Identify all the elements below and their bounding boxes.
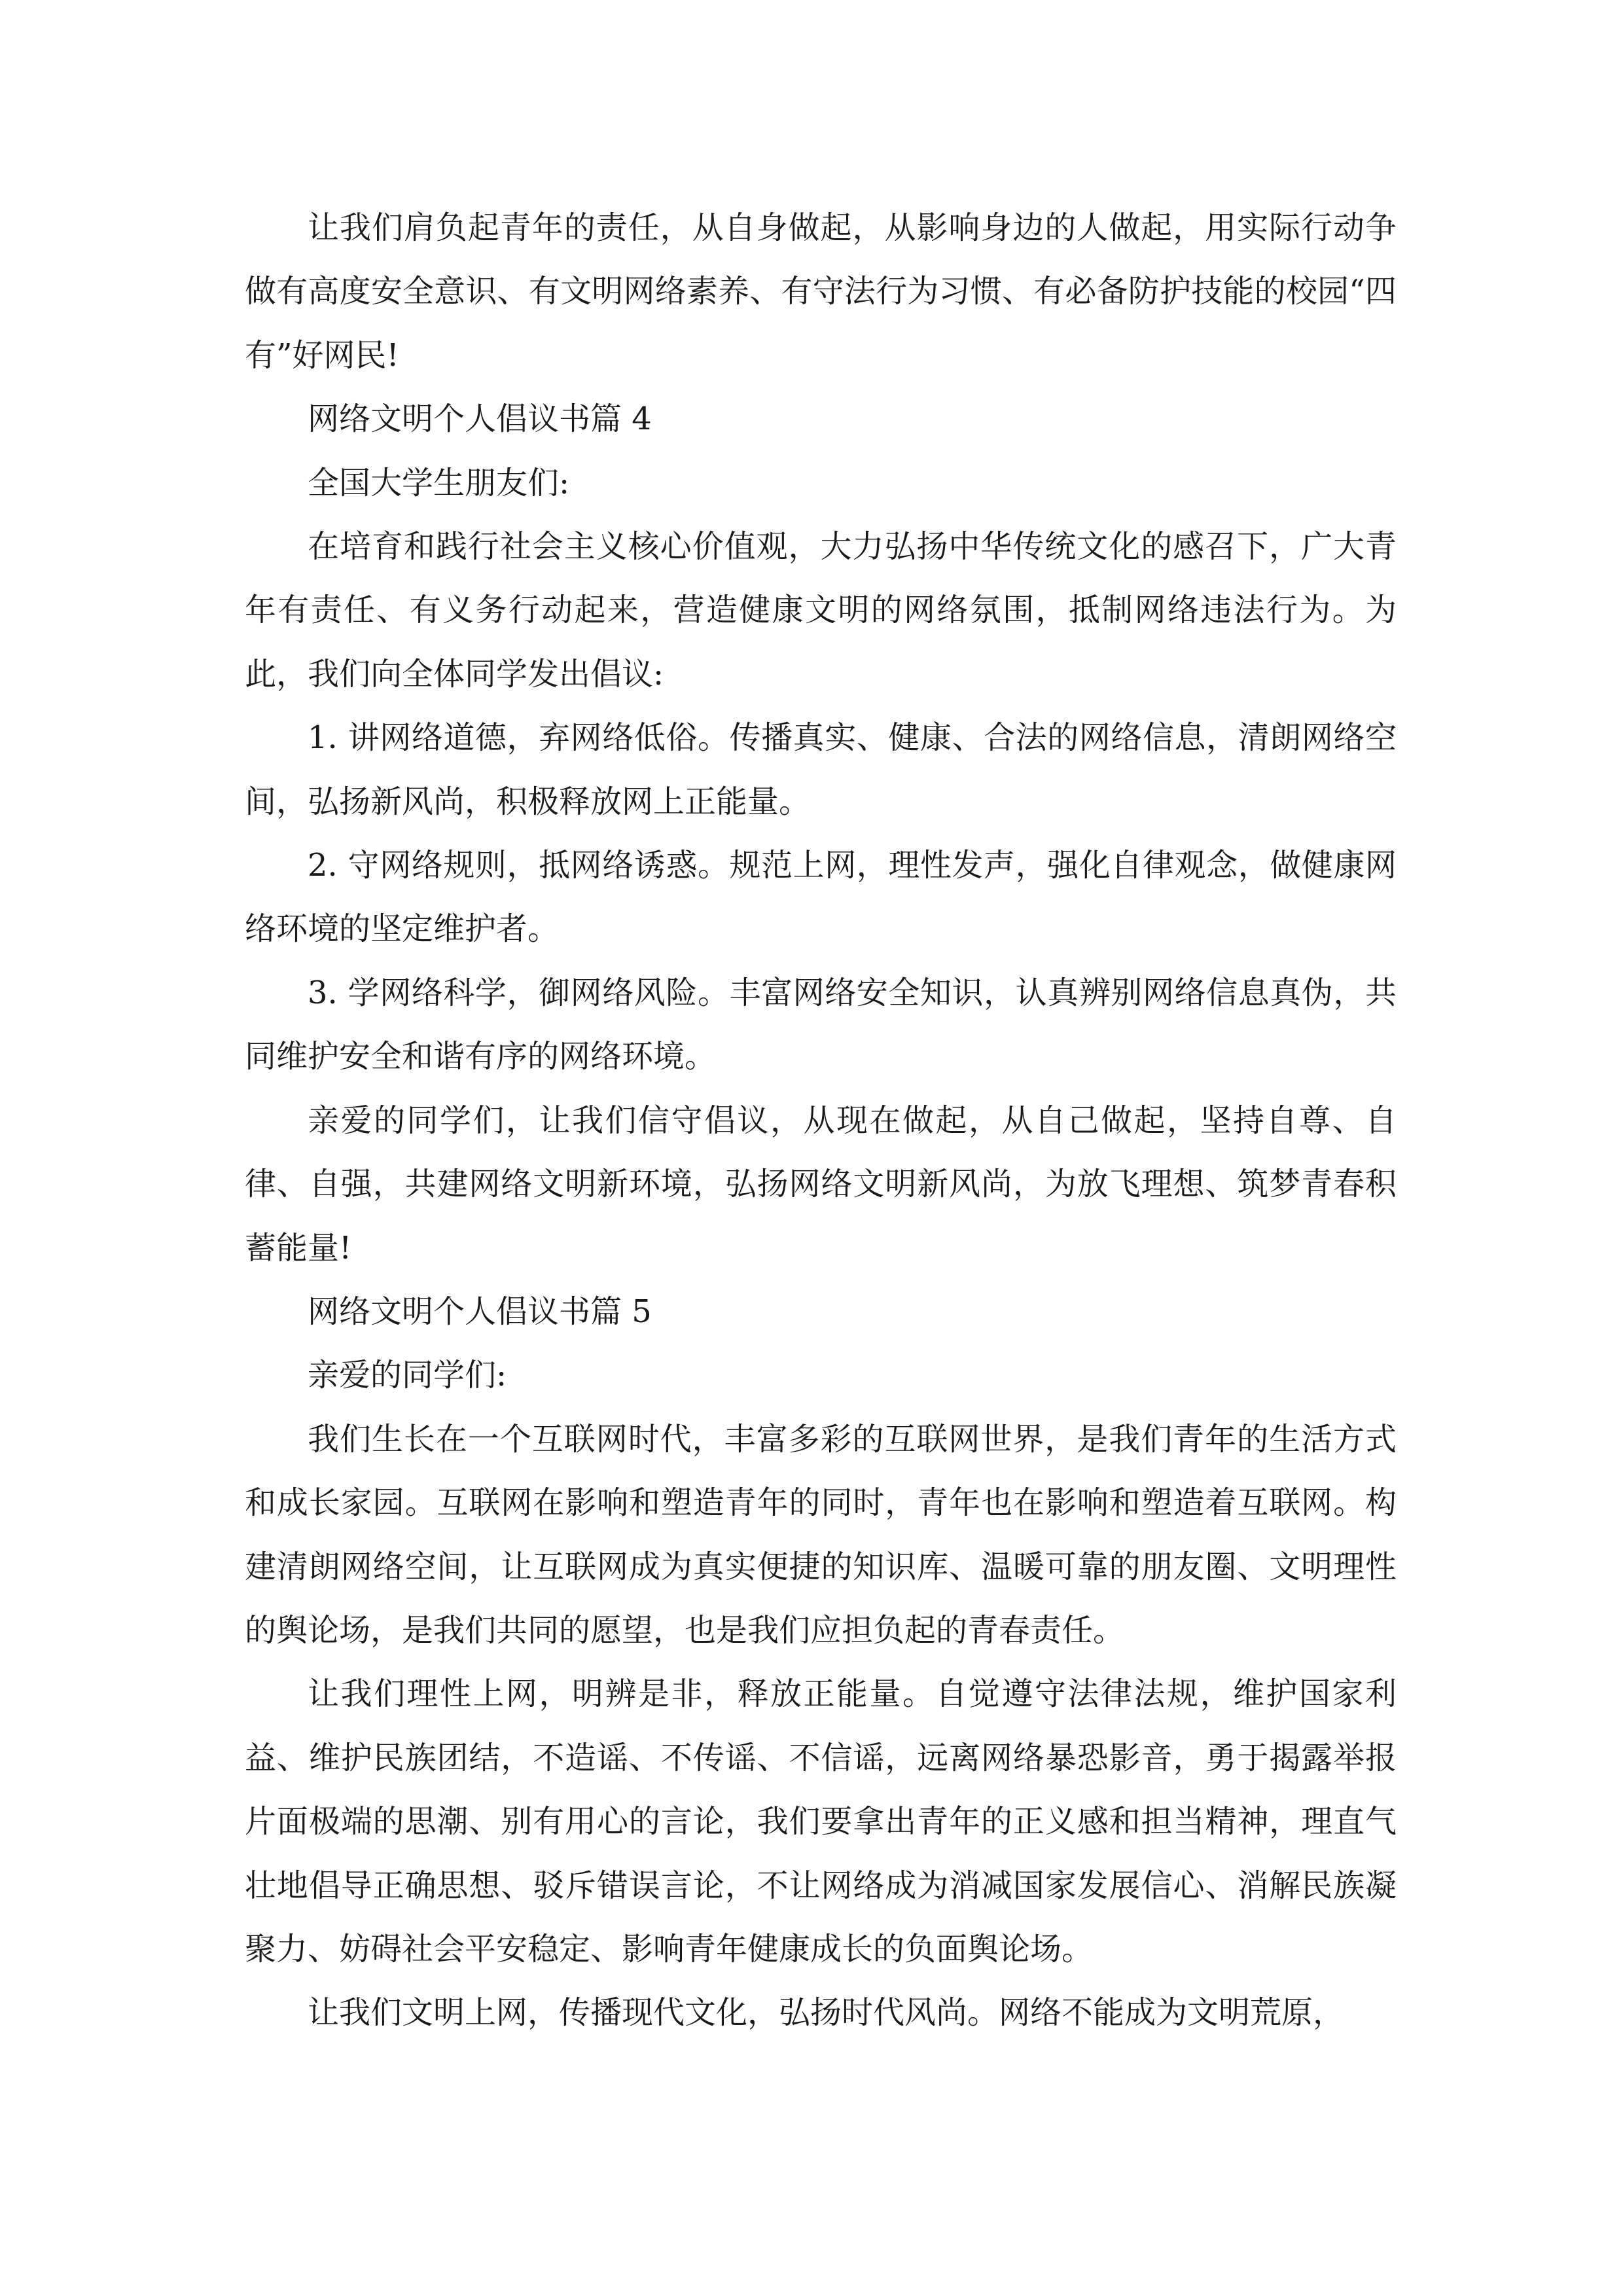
paragraph-civilized-online: 让我们文明上网，传播现代文化，弘扬时代风尚。网络不能成为文明荒原， [308, 1994, 1345, 2032]
list-item-3: 3. 学网络科学，御网络风险。丰富网络安全知识，认真辨别网络信息真伪，共同维护安全和谐有序的网络环境。 [245, 974, 1397, 1075]
list-item-1: 1. 讲网络道德，弃网络低俗。传播真实、健康、合法的网络信息，清朗网络空间，弘扬新风尚，积极释放网上正能量。 [245, 719, 1397, 820]
section-heading-4: 网络文明个人倡议书篇 4 [308, 401, 652, 438]
list-item-2: 2. 守网络规则，抵网络诱惑。规范上网，理性发声，强化自律观念，做健康网络环境的坚定维护者。 [245, 847, 1397, 948]
section-heading-5: 网络文明个人倡议书篇 5 [308, 1293, 652, 1330]
paragraph-rational-online: 让我们理性上网，明辨是非，释放正能量。自觉遵守法律法规，维护国家利益、维护民族团结，不造谣、不传谣、不信谣，远离网络暴恐影音，勇于揭露举报片面极端的思潮、别有用心的言论，我们要拿出青年的正义感和担当精神，理直气壮地倡导正确思想、驳斥错误言论，不让网络成为消减国家发展信心、消解民族凝聚力、妨碍社会平安稳定、影响青年健康成长的负面舆论场。 [245, 1676, 1397, 1967]
paragraph-responsibility-closing: 让我们肩负起青年的责任，从自身做起，从影响身边的人做起，用实际行动争做有高度安全意识、有文明网络素养、有守法行为习惯、有必备防护技能的校园“四有”好网民! [245, 209, 1397, 374]
paragraph-internet-era: 我们生长在一个互联网时代，丰富多彩的互联网世界，是我们青年的生活方式和成长家园。互联网在影响和塑造青年的同时，青年也在影响和塑造着互联网。构建清朗网络空间，让互联网成为真实便捷的知识库、温暖可靠的朋友圈、文明理性的舆论场，是我们共同的愿望，也是我们应担负起的青春责任。 [245, 1420, 1397, 1649]
salutation-students-nationwide: 全国大学生朋友们: [308, 464, 570, 501]
salutation-dear-students: 亲爱的同学们: [308, 1357, 507, 1394]
document-body [245, 196, 1397, 2045]
paragraph-intro-4: 在培育和践行社会主义核心价值观，大力弘扬中华传统文化的感召下，广大青年有责任、有义务行动起来，营造健康文明的网络氛围，抵制网络违法行为。为此，我们向全体同学发出倡议: [245, 528, 1397, 692]
paragraph-closing-4: 亲爱的同学们，让我们信守倡议，从现在做起，从自己做起，坚持自尊、自律、自强，共建网络文明新环境，弘扬网络文明新风尚，为放飞理想、筑梦青春积蓄能量! [245, 1102, 1397, 1266]
